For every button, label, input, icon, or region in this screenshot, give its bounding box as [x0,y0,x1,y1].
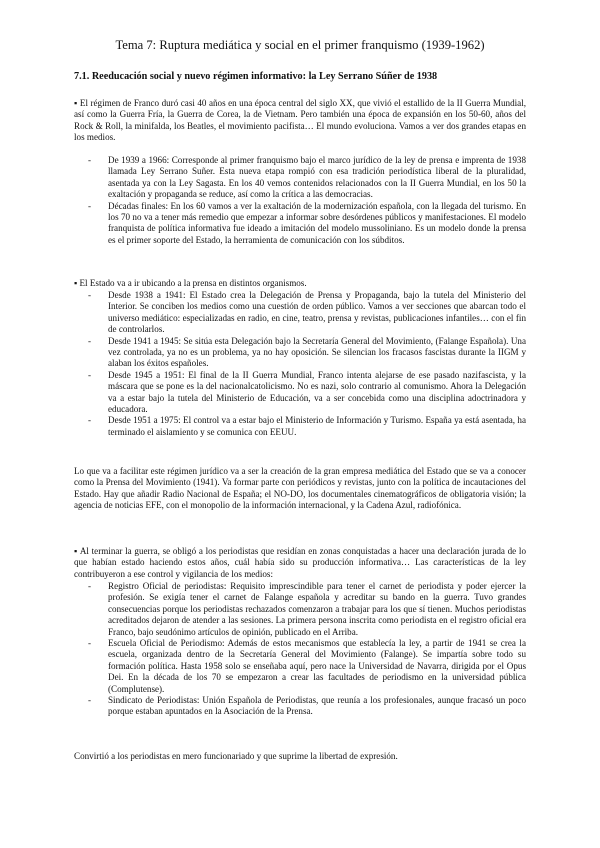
dash-bullet: - [88,695,92,706]
list-item-text: Sindicato de Periodistas: Unión Española de Periodistas, que reunía a los profesionales, aunque fracasó un poco porque estaban apuntados en la Asociación de la Prensa. [108,695,526,717]
page-title: Tema 7: Ruptura mediática y social en el primer franquismo (1939-1962) [115,38,485,52]
list-item [0,336,600,370]
dash-bullet: - [88,155,92,165]
list-organismos [0,290,600,438]
list-item [0,201,600,247]
list-item-text: Desde 1938 a 1941: El Estado crea la Delegación de Prensa y Propaganda, bajo la tutela del Ministerio del Interior. Se conciben los medios como una cuestión de orden público. Vamos a ver secciones que abarcan todo el universo mediático: especializadas en radio, en cine, teatro, prensa y revistas, publicaciones infantiles… con el fin de controlarlos. [108,290,526,335]
list-item [0,638,600,695]
dash-bullet: - [88,581,92,591]
list-item [0,415,600,438]
list-item [0,695,600,718]
paragraph-conclusion: Convirtió a los periodistas en mero funcionariado y que suprime la libertad de expresión. [74,751,398,761]
list-item-text: Registro Oficial de periodistas: Requisito imprescindible para tener el carnet de periodista y poder ejercer la profesión. Se exigía tener el carnet de Falange española y acreditar su bando en la guerra. Tuvo grandes consecuencias porque los periodistas rechazados comenzaron a trabajar para los que sí tienen. Muchos periodistas acreditados dejaron de atender a las sesiones. La primera persona inscrita como periodista en el registro oficial era Franco, bajo seudónimo artículos de opinión, publicado en el Arriba. [108,581,526,637]
paragraph-control: ▪ Al terminar la guerra, se obligó a los periodistas que residían en zonas conquistadas a hacer una declaración jurada de lo que habían estado haciendo estos años, cuál había sido su producción informativa… Las características de la ley contribuyeron a ese control y vigilancia de los medios: [74,546,526,579]
list-item [0,581,600,638]
list-item-text: Desde 1941 a 1945: Se sitúa esta Delegación bajo la Secretaría General del Movimiento, (Falange Española). Una vez controlada, ya no es un problema, ya no hay oposición. Se silencian los fracasos fascistas durante la IIGM y alaban los éxitos españoles. [108,335,526,369]
paragraph-organismos: ▪ El Estado va a ir ubicando a la prensa en distintos organismos. [74,278,307,288]
list-etapas [0,155,600,246]
list-item [0,370,600,416]
dash-bullet: - [88,369,92,380]
paragraph-prensa-movimiento: Lo que va a facilitar este régimen jurídico va a ser la creación de la gran empresa mediática del Estado que se va a conocer como la Prensa del Movimiento (1941). Va formar parte con periódicos y revistas, junto con la política de incautaciones del Estado. Hay que añadir Radio Nacional de España; el NO-DO, los documentales cinematográficos de obligatoria visión; la agencia de noticias EFE, con el monopolio de la información internacional, y la Cadena Azul, radiofónica. [74,466,526,511]
list-item [0,155,600,201]
list-item [0,290,600,336]
list-item-text: Desde 1951 a 1975: El control va a estar bajo el Ministerio de Información y Turismo. España ya está asentada, ha terminado el aislamiento y se comunica con EEUU. [108,415,526,437]
list-caracteristicas [0,581,600,718]
paragraph-intro: ▪ El régimen de Franco duró casi 40 años en una época central del siglo XX, que vivió el estallido de la II Guerra Mundial, así como la Guerra Fría, la Guerra de Corea, la de Vietnam. Pero también una época de expansión en los 50-60, años del Rock & Roll, la minifalda, los Beatles, el movimiento pacifista… El mundo evoluciona. Vamos a ver dos grandes etapas en los medios. [74,98,526,143]
dash-bullet: - [88,638,92,649]
list-item-text: Décadas finales: En los 60 vamos a ver la exaltación de la modernización española, con la llegada del turismo. En los 70 no va a tener más remedio que empezar a informar sobre desórdenes públicos y manifestaciones. El modelo franquista de política informativa fue ideado a imitación del modelo mussoliniano. Es un modelo donde la prensa es el primer soporte del Estado, la herramienta de comunicación con los súbditos. [108,200,526,245]
dash-bullet: - [88,200,92,211]
dash-bullet: - [88,415,92,426]
dash-bullet: - [88,290,92,300]
list-item-text: De 1939 a 1966: Corresponde al primer franquismo bajo el marco jurídico de la ley de prensa e imprenta de 1938 llamada Ley Serrano Suñer. Esta nueva etapa rompió con esa tradición periodística liberal de la pluralidad, asentada ya con la Ley Sagasta. En los 40 vemos contenidos relacionados con la II Guerra Mundial, en los 50 la exaltación y propaganda se reduce, así como la crítica a las democracias. [108,155,526,200]
dash-bullet: - [88,335,92,346]
list-item-text: Desde 1945 a 1951: El final de la II Guerra Mundial, Franco intenta alejarse de ese pasado nazifascista, y la máscara que se pone es la del nacionalcatolicismo. No es nazi, solo contrario al comunismo. Ahora la Delegación va a estar bajo la tutela del Ministerio de Educación, va a ser concebida como una disciplina adoctrinadora y educadora. [108,369,526,415]
list-item-text: Escuela Oficial de Periodismo: Además de estos mecanismos que establecía la ley, a partir de 1941 se crea la escuela, organizada dentro de la Secretaría General del Movimiento (Falange). Se impartía sobre todo su formación política. Hasta 1958 solo se enseñaba aquí, pero nace la Universidad de Navarra, dirigida por el Opus Dei. En la década de los 70 se empezaron a crear las facultades de periodismo en la universidad pública (Complutense). [108,638,526,694]
section-heading: 7.1. Reeducación social y nuevo régimen informativo: la Ley Serrano Súñer de 1938 [74,71,438,82]
